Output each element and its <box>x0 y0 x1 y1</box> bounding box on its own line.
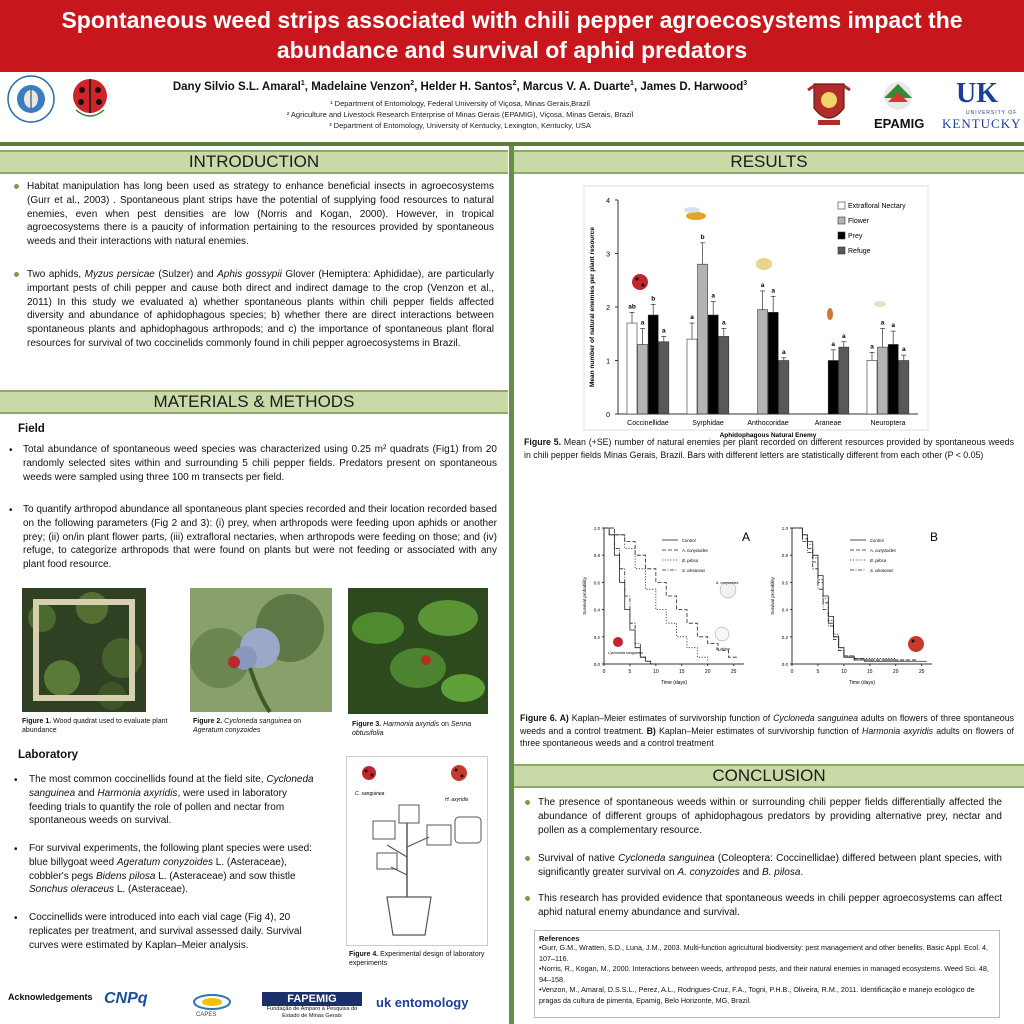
fig4-caption-label: Figure 4. <box>349 951 379 958</box>
km-flower-icon <box>715 627 729 641</box>
legend-label: Extrafloral Nectary <box>848 203 906 210</box>
lab-p2-species-1: Ageratum conyzoides <box>116 856 214 868</box>
field-bullet-2-marker: • <box>9 505 13 516</box>
significance-letter: b <box>651 295 656 303</box>
column-divider <box>509 146 514 1024</box>
significance-letter: a <box>891 322 896 330</box>
affiliation-3: ³ Department of Entomology, University of Kentucky, Lexington, Kentucky, USA <box>329 121 591 130</box>
reference-3: •Venzon, M., Amaral, D.S.S.L., Perez, A.L., Rodrigues-Cruz, F.A., Togni, P.H.B., Oliveira, R.M., 2011. Identificação e manejo ecológico de pragas da cultura de pimenta, Epamig, Belo Horizonte, MG, Brazil. <box>539 985 975 1005</box>
lab-p2-species-2: Bidens pilosa <box>95 870 156 882</box>
fig5-caption-text: Mean (+SE) number of natural enemies per plant recorded on different resources provided by spontaneous weeds in chili pepper fields Minas Gerais, Brazil. Bars with different letters are statistically different from each other (P < 0.05) <box>524 437 1014 460</box>
km-x-tick-label: 15 <box>866 669 873 675</box>
km-y-tick-label: 0.6 <box>593 580 600 586</box>
ladybug-icon <box>632 274 648 290</box>
legend-label: Flower <box>848 218 870 225</box>
capes-logo <box>186 992 238 1018</box>
affiliation-1: ¹ Department of Entomology, Federal University of Viçosa, Minas Gerais,Brazil <box>330 99 590 108</box>
author-list: Dany Silvio S.L. Amaral$^1$, Madelaine Venzon$^2$, Helder H. Santos$^2$, Marcus V. A. Duarte$^1$, James D. Harwood$^3$ <box>172 80 748 93</box>
lab-p1-text-b: and <box>75 787 98 799</box>
lab-p2-text-d: L. (Asteraceae). <box>114 884 188 896</box>
fig6-text-2: adults on flowers of three spontaneous weeds and a control treatment. <box>520 713 1014 736</box>
significance-letter: a <box>760 281 765 289</box>
km-y-tick-label: 1.0 <box>593 526 600 531</box>
km-legend-label: B. pilosa <box>870 558 887 563</box>
header <box>0 72 1024 146</box>
conclusion-paragraph-1: The presence of spontaneous weeds within or surrounding chili pepper fields differentially affected the abundance of different groups of aphidophagous predators by providing alternative prey, nectar and pollen as a complementary resource. <box>538 797 1002 836</box>
legend-swatch <box>838 202 845 209</box>
lab-paragraph-1 <box>29 773 319 828</box>
species-aphis: Aphis gossypii <box>217 269 282 280</box>
fig6-species-2: Harmonia axyridis <box>862 725 934 736</box>
bar <box>708 315 718 414</box>
fig2-ladybug-flower-photo <box>190 588 332 712</box>
uk-logo: UK <box>956 78 998 109</box>
species-myzus: Myzus persicae <box>84 269 155 280</box>
laboratory-subheading: Laboratory <box>18 749 79 761</box>
fig4-label-h-axyridis: H. axyridis <box>445 797 469 803</box>
author-4: Marcus V. A. Duarte <box>522 80 631 93</box>
syrphid-fly-icon <box>686 212 706 220</box>
km-x-tick-label: 10 <box>653 669 659 675</box>
km-ladybug-icon <box>908 636 924 652</box>
x-axis-label: Aphidophagous Natural Enemy <box>719 432 817 439</box>
km-y-tick-label: 0.0 <box>781 662 788 667</box>
significance-letter: a <box>661 327 666 335</box>
category-label: Syrphidae <box>692 420 724 427</box>
fig6-caption <box>520 712 1014 750</box>
field-paragraph-2: To quantify arthropod abundance all spontaneous plant species recorded and their location recorded based on the following parameters (Fig 2 and 3): (i) prey, when arthropods were feeding upon aphids or another prey; (ii) on/in plant flower parts, (iii) extrafloral nectaries, when arthropods were feeding on those; and (iv) refuge, to categorize arthropods that were found on plants but were not feeding or associated with any plant food resource. <box>23 504 497 571</box>
km-x-label: Time (days) <box>848 680 876 686</box>
y-axis-label: Mean number of natural enemies per plant resource <box>589 226 596 388</box>
bar <box>638 344 648 414</box>
lab-paragraph-2 <box>29 842 319 897</box>
km-legend-label: A. conyzoides <box>870 548 897 553</box>
km-legend-label: Control <box>682 538 696 543</box>
fig4-caption <box>349 950 489 968</box>
fig1-caption-text: Wood quadrat used to evaluate plant abundance <box>22 718 168 734</box>
fig2-caption-plant: Ageratum conyzoides <box>193 727 261 734</box>
bar <box>687 339 697 414</box>
fapemig-subtitle: Fundação de Amparo à Pesquisa do Estado de Minas Gerais <box>266 1006 358 1019</box>
significance-letter: a <box>711 292 716 300</box>
y-tick-label: 0 <box>606 412 610 419</box>
lacewing-icon <box>874 301 886 307</box>
km-y-tick-label: 0.4 <box>593 607 600 613</box>
significance-letter: a <box>870 343 874 351</box>
legend-label: Refuge <box>848 248 871 255</box>
significance-letter: a <box>901 346 906 354</box>
author-5-aff: 3 <box>743 80 748 87</box>
km-y-tick-label: 0.2 <box>781 634 788 640</box>
fig1-caption <box>22 717 182 735</box>
fig3-caption-on: on <box>439 721 451 728</box>
bar <box>719 336 729 414</box>
syrphid-wing <box>684 207 700 213</box>
fig6-text-4: adults on flowers of three spontaneous weeds and a control treatment <box>520 725 1015 748</box>
km-x-tick-label: 0 <box>790 669 794 675</box>
lab-p1-text-a: The most common coccinellids found at the field site, <box>29 774 267 785</box>
conc-p2-species-1: Cycloneda sanguinea <box>618 853 715 864</box>
author-1-aff: 1 <box>300 80 305 87</box>
reference-1: •Gurr, G.M., Wratten, S.D., Luna, J.M., 2003. Multi-function agricultural biodiversity: pest management and other benefits. Basic Appl. Ecol. 4, 107–116. <box>539 943 989 963</box>
significance-letter: a <box>640 319 645 327</box>
significance-letter: a <box>831 340 836 348</box>
ufv-crest-logo <box>804 76 854 134</box>
author-2: Madelaine Venzon <box>311 80 411 93</box>
km-legend-label: S. oleraceus <box>870 568 894 573</box>
results-heading: RESULTS <box>514 150 1024 174</box>
conc-p2-species-3: B. pilosa <box>762 866 801 878</box>
lab-p2-text-a: For survival experiments, the following plant species were used: blue billygoat weed <box>29 843 312 868</box>
y-tick-label: 3 <box>606 251 610 259</box>
bar <box>828 361 838 415</box>
fig6-text-3: Kaplan–Meier estimates of survivorship function of <box>655 725 863 736</box>
fig6-species-1: Cycloneda sanguinea <box>773 713 859 723</box>
title-line-2: abundance and survival of aphid predators <box>276 37 748 63</box>
conc-p2-species-2: A. conyzoides <box>677 866 740 878</box>
fig5-caption <box>524 436 1014 461</box>
fig4-label-c-sanguinea: C. sanguinea <box>355 791 385 797</box>
km-y-tick-label: 0.6 <box>781 580 788 586</box>
intro-bullet-2-dot <box>14 272 19 277</box>
bar <box>659 342 669 414</box>
fig3-caption-plant: Senna obtusifolia <box>352 721 472 737</box>
conclusion-bullet-3-dot <box>525 896 530 901</box>
field-bullet-1-marker: • <box>9 445 13 456</box>
conc-p2-text-d: . <box>800 866 804 878</box>
title-line-1: Spontaneous weed strips associated with chili pepper agroecosystems impact the <box>61 7 963 33</box>
fig5-caption-label: Figure 5. <box>524 437 562 447</box>
reference-2: •Norris, R., Kogan, M., 2000. Interactions between weeds, arthropod pests, and their natural enemies in managed ecosystems. Weed Sci. 48, 94–158. <box>539 964 989 984</box>
conc-p2-text-c: and <box>739 866 763 878</box>
significance-letter: a <box>771 287 776 295</box>
km-panel-letter: B <box>930 530 939 544</box>
author-4-aff: 1 <box>630 80 634 87</box>
intro-p2-text-c: Glover (Hemiptera: Aphididae), are particularly important pests of chili pepper and cause both direct and indirect damage to the crop (Venzon et al., 2011) In this study we evaluated a) whether spontaneous plants within chili pepper fields affected diversity and abundance of aphidophagous species; b) whether there are direct interactions between spontaneous plants and aphidophagous arthropods; and c) the importance of spontaneous plant floral resources for survival of two coccinelids commonly found in chili pepper agroecosystems in Brazil. <box>27 269 494 349</box>
fig3-caption-label: Figure 3. <box>352 721 382 728</box>
km-y-tick-label: 1.0 <box>781 526 788 531</box>
lab-paragraph-3: Coccinellids were introduced into each vial cage (Fig 4), 20 replicates per treatment, and survival assessed daily. Survival curves were estimated by Kaplan–Meier analysis. <box>29 912 302 951</box>
field-subheading: Field <box>18 423 45 435</box>
km-x-label: Time (days) <box>660 680 688 686</box>
bar <box>768 312 778 414</box>
km-y-tick-label: 0.0 <box>593 662 600 667</box>
conc-p2-text-b: (Coleoptera: Coccinellidae) differed between plant species, with significantly greater survival on <box>538 853 1002 878</box>
spider-icon <box>827 308 833 320</box>
km-x-tick-label: 20 <box>892 669 899 675</box>
cnpq-logo: CNPq <box>104 990 148 1007</box>
conclusion-bullet-1-dot <box>525 800 530 805</box>
affiliation-2: ² Agriculture and Livestock Research Enterprise of Minas Gerais (EPAMIG), Viçosa, Minas Gerais, Brazil <box>286 110 634 119</box>
ladybug-spot <box>641 283 644 286</box>
km-x-tick-label: 5 <box>628 669 632 675</box>
author-2-aff: 2 <box>410 80 415 87</box>
lab-bullet-2-marker: • <box>14 844 18 855</box>
km-x-tick-label: 10 <box>841 669 847 675</box>
legend-swatch <box>838 232 845 239</box>
methods-heading: MATERIALS & METHODS <box>0 390 508 414</box>
km-y-tick-label: 0.8 <box>593 553 600 559</box>
fig3-ladybug-senna-photo <box>348 588 488 714</box>
km-x-tick-label: 25 <box>730 669 737 675</box>
lab-p2-text-b: L. (Asteraceae), cobbler's pegs <box>29 856 287 882</box>
affiliations <box>140 98 780 131</box>
fig6a-survival-plot <box>578 520 758 700</box>
significance-letter: a <box>880 319 885 327</box>
acknowledgements-label: Acknowledgements <box>8 992 93 1002</box>
field-paragraph-1: Total abundance of spontaneous weed species was characterized using 0.25 m² quadrats (Fig1) from 20 randomly selected sites within and surrounding 5 chili pepper fields. Predators present on spontaneous weeds were sampled using three 100 m transects per field. <box>23 444 497 483</box>
uk-entomology-logo: uk entomology <box>376 995 469 1010</box>
lab-p2-text-c: L. (Asteraceae) and sow thistle <box>155 870 296 882</box>
fig6-text-1: Kaplan–Meier estimates of survivorship function of <box>568 713 774 723</box>
km-y-label: Survival probability <box>582 577 587 615</box>
km-y-tick-label: 0.8 <box>781 553 788 559</box>
author-3-aff: 2 <box>512 80 517 87</box>
lab-bullet-3-marker: • <box>14 913 18 924</box>
km-ladybug-spot <box>912 640 915 643</box>
km-x-tick-label: 20 <box>704 669 711 675</box>
fig2-caption-on: on <box>291 718 302 725</box>
intro-p2-text-a: Two aphids, <box>27 269 85 280</box>
significance-letter: b <box>700 233 705 241</box>
ladybug-society-logo <box>62 76 118 128</box>
author-3: Helder H. Santos <box>420 80 513 93</box>
y-tick-label: 1 <box>606 358 610 366</box>
references-heading: References <box>539 934 580 943</box>
fig6-caption-b: B) <box>646 725 656 736</box>
category-label: Coccinellidae <box>627 420 669 427</box>
bar <box>648 315 658 414</box>
significance-letter: a <box>721 319 726 327</box>
author-1: Dany Silvio S.L. Amaral <box>172 80 301 93</box>
fapemig-logo: FAPEMIG <box>262 992 362 1006</box>
km-legend-label: S. oleraceus <box>682 568 706 573</box>
significance-letter: a <box>781 348 786 356</box>
km-legend-label: A. conyzoides <box>682 548 709 553</box>
fig5-bar-chart <box>584 186 928 439</box>
epamig-text: EPAMIG <box>874 116 925 131</box>
fig2-caption <box>193 717 333 735</box>
bar <box>867 361 877 415</box>
references-box <box>534 930 1000 1018</box>
conclusion-bullet-2-dot <box>525 856 530 861</box>
intro-paragraph-2 <box>27 268 494 351</box>
conc-p2-text-a: Survival of native <box>538 853 619 864</box>
fig3-caption-species: Harmonia axyridis <box>383 721 440 728</box>
fig4-caption-text: Experimental design of laboratory experiments <box>349 951 485 967</box>
km-x-tick-label: 15 <box>678 669 685 675</box>
fig1-quadrat-photo <box>22 588 146 712</box>
bar <box>698 264 708 414</box>
bar <box>758 310 768 414</box>
bar <box>779 361 789 415</box>
conclusion-heading: CONCLUSION <box>514 764 1024 788</box>
km-y-label: Survival probability <box>770 577 775 615</box>
bar <box>899 361 909 415</box>
km-img-label: B. pilosa <box>716 647 730 651</box>
legend-label: Prey <box>848 233 863 240</box>
km-img-label: Cycloneda sanguinea <box>608 651 643 655</box>
category-label: Araneae <box>814 420 842 427</box>
km-img-label: A. conyzoides <box>716 581 739 585</box>
fig2-caption-label: Figure 2. <box>193 718 223 725</box>
significance-letter: a <box>690 314 694 322</box>
km-ladybug-icon <box>613 637 623 647</box>
km-legend-label: Control <box>870 538 884 543</box>
intro-paragraph-1: Habitat manipulation has long been used as strategy to enhance beneficial insects in agroecosystems (Gurr et al., 2003) . Spontaneous plant strips have the potential of supplying food resources to natural enemies, even when pest densities are low (Norris and Kogan, 2000). However, in tropical agroecosystems there is a paucity of information pertaining to the resources provided by spontaneous weeds and their interactions with natural enemies. <box>27 181 494 248</box>
km-x-tick-label: 5 <box>816 669 820 675</box>
y-tick-label: 2 <box>606 305 610 312</box>
lab-p1-species-2: Harmonia axyridis <box>97 787 178 799</box>
conclusion-paragraph-2 <box>538 852 1002 880</box>
legend-swatch <box>838 247 845 254</box>
fig4-experimental-design <box>346 756 488 946</box>
lab-p2-species-3: Sonchus oleraceus <box>29 884 115 896</box>
intro-bullet-1-dot <box>14 184 19 189</box>
km-panel-letter: A <box>742 530 751 544</box>
uk-logo-sub1: UNIVERSITY OF <box>966 110 1018 116</box>
category-label: Neuroptera <box>870 420 906 427</box>
significance-letter: ab <box>628 303 636 311</box>
fig3-caption <box>352 720 492 738</box>
fig6-caption-label: Figure 6. A) <box>520 713 569 723</box>
author-5: James D. Harwood <box>640 80 744 93</box>
fig6b-survival-plot <box>766 520 944 700</box>
km-y-tick-label: 0.2 <box>593 634 600 640</box>
km-x-tick-label: 25 <box>918 669 925 675</box>
legend-swatch <box>838 217 845 224</box>
fig2-caption-species: Cycloneda sanguinea <box>224 718 292 725</box>
lab-p1-species-1: Cycloneda sanguinea <box>29 774 314 799</box>
capes-text: CAPES <box>196 1012 217 1018</box>
intro-p2-text-b: (Sulzer) and <box>154 269 218 280</box>
syrphid-larva-icon <box>756 258 772 270</box>
bar <box>627 323 637 414</box>
bar <box>888 344 898 414</box>
km-y-tick-label: 0.4 <box>781 607 788 613</box>
bar <box>839 347 849 414</box>
lab-p1-text-c: , were used in laboratory feeding trials to quantify the role of pollen and nectar from spontaneous weeds on survival. <box>29 787 287 827</box>
introduction-heading: INTRODUCTION <box>0 150 508 174</box>
y-tick-label: 4 <box>606 198 610 205</box>
uk-logo-sub2: KENTUCKY <box>942 116 1022 131</box>
poster-title <box>0 0 1024 72</box>
ladybug-spot <box>635 277 638 280</box>
fig1-caption-label: Figure 1. <box>22 718 52 725</box>
km-legend-label: B. pilosa <box>682 558 699 563</box>
category-label: Anthocoridae <box>747 420 789 427</box>
esa-logo <box>6 74 56 124</box>
bar <box>878 347 888 414</box>
significance-letter: a <box>841 332 846 340</box>
lab-bullet-1-marker: • <box>14 775 18 786</box>
conclusion-paragraph-3: This research has provided evidence that spontaneous weeds in chili pepper agroecosystems can affect aphid natural enemy abundance and survival. <box>538 893 1002 918</box>
km-x-tick-label: 0 <box>602 669 606 675</box>
